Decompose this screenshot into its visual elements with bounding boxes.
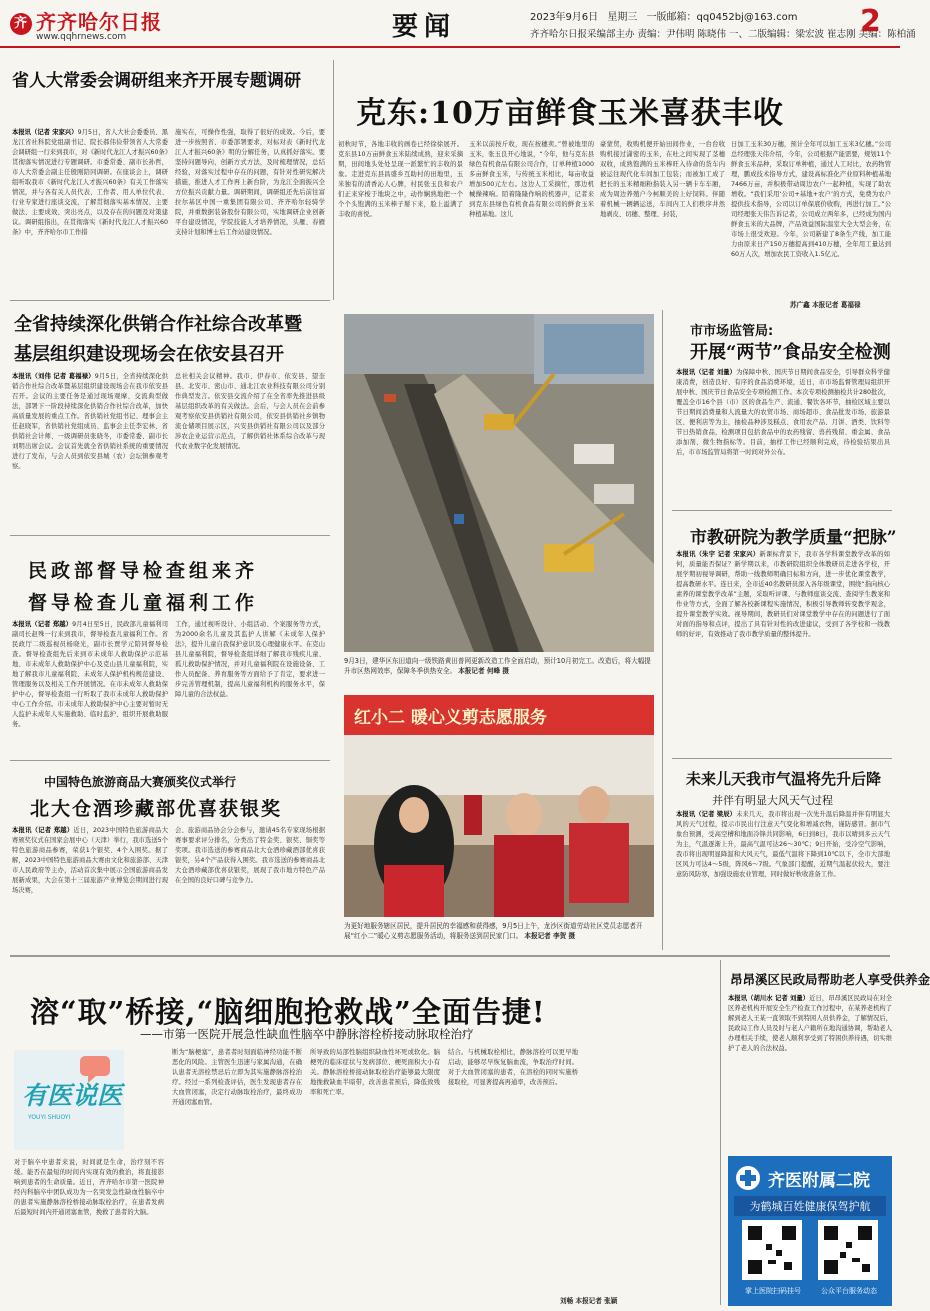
article-body-corn-col3: 豪蒙贸，收购机便开始田间作业，一台台收购机接过潇密的玉米，在吐之间实现了茎穗双收，成熟饱满的玉米棒旺入待命的货车内被运往现代化车间加工包装；而被加工成了把长的玉米精细粉指装入另一辆卡车车厢，成为周边养殖户今柯顺美的上好饲料。伴随着机械一辆辆运送，车间内工人们秩序井然地剥皮、切穗、整理、封装， (600, 141, 725, 218)
section-title: 要闻 (392, 12, 457, 42)
article-subtitle-stroke-treatment: ——市第一医院开展急性缺血性脑卒中静脉溶栓桥接动脉取栓治疗 (140, 1027, 474, 1041)
divider (10, 760, 330, 761)
column-badge (14, 1050, 124, 1150)
article-title-supply-coop-line1: 全省持续深化供销合作社综合改革暨 (14, 314, 302, 335)
editor-line: 齐齐哈尔日报采编部主办 责编：尹伟明 陈晓伟 一、二版编辑：梁宏波 崔志刚 美编：陈柏涌 (530, 29, 916, 40)
photo-caption-volunteer-haircut (344, 921, 656, 951)
article-byline-stroke: 刘畅 本报记者 张颖 (560, 1297, 618, 1305)
issue-weekday: 星期三 (607, 12, 638, 23)
article-lead-npc: 本报讯（记者 宋家兴） (12, 129, 78, 136)
photo-caption-text-1: 9月3日，建华区东田道向一级铁路黄田普网更新改造工作全面启动，预计10月初完工。改造后，将大幅提升市区热网效率，保障冬季供热安全。 (344, 657, 651, 675)
article-text-elder-support: 近日，昂昂溪区民政局在对全区养老机构开展安全生产检查工作过程中，在某养老机构了解到老人王某一直领取不到特困人员供养金，了解情况后，民政局工作人员及时与老人户籍所在地沟通协调，帮助老人办理相关手续，使老人顺利享受到了特困供养待遇，切实维护了老人的合法权益。 (728, 995, 892, 1052)
divider (10, 535, 330, 536)
article-body-stroke-col3: 所导致的局部性脑组织缺血性坏死或软化。脑梗死的临床症状与发病部位、梗死面积大小有关。静脉溶栓桥接动脉取栓治疗能够最大限度地挽救缺血半暗带，改善患者预后，降低致残率和死亡率。 (310, 1049, 440, 1096)
ad-slogan: 为鹤城百姓健康保驾护航 (734, 1196, 886, 1216)
photo-caption-text-2: 为更好地服务辖区居民，提升居民的幸福感和获得感，9月5日上午，龙沙区街道劳动社区党员志愿者开展“红小二”暖心义剪志愿服务活动，将服务送到居民家门口。 (344, 922, 643, 940)
article-lead-teaching-quality: 本报讯（朱宇 记者 宋家兴） (676, 551, 760, 558)
paper-logo (10, 6, 162, 35)
qr-code-public-account[interactable] (818, 1220, 878, 1280)
qr-code-registration[interactable] (742, 1220, 802, 1280)
article-text-supply-coop-1: 9月5日，全省持续深化供销合作社综合改革暨基层组织建设现场会在我市依安县召开。会议的主要任务是通过现场观摩、交流典型做法，部署下一阶段持续深化供销合作社综合改革，加快高质量发展的重点工作。省供销社党组书记、理事会主任赵晓军，省供销社党组成员、监事会主任李宏林、省供销社会计师、一级调研员张晓冬，市委常委、副市长刘明出席会议。会议首先就全省供销社系统的重要情况进行了发布，与会人员到依安县城（农）会坛镇参观考察。 (12, 373, 169, 470)
photo-credit-2: 本报记者 李贺 摄 (524, 932, 576, 940)
article-title-market-supervision-line1: 市市场监管局: (690, 324, 774, 339)
article-body-supply-coop-col2: 总社相关会议精神。我市、伊春市、依安县、望奎县、北安市、密山市、通北江农业科技有限公司分别作典型发言。依安县交流介绍了在全省率先推进县级基层组织改革的有关做法。会后，与会人员在会前参观考察依安县供销社有限公司，依安县供销社乡镇物流仓储项目展示区，兴安县供销社有限公司以及部分涉农企业运营示范点，了解供销社体系综合改革与现代农业数字化发展情况。 (175, 373, 325, 450)
article-body-civil-affairs-col1 (12, 620, 168, 755)
article-text-tourism-1: 近日，2023中国特色旅游商品大赛颁奖仪式在国家会展中心（天津）举行，我市选送5个特色旅游商品参赛，荣获1个银奖、4个入围奖。据了解，2023中国特色旅游商品大赛由文化和旅游部、天津市人民政府等主办，活动首次集中展示全国旅游商品发展新成果，大会在第十三届旅游产业博览会期间进行现场决赛， (12, 827, 168, 894)
article-body-civil-affairs-col2: 工作，通过视听设计、小组活动、个案服务等方式，为2000余名儿童及其监护人讲解《未成年人保护法》，提升儿童自我保护意识及心理健康水平。在克山县儿童福利院，督导检查组详细了解我市残疾儿童、孤儿救助保护情况，并对儿童福利院在设施设备、工作人员配备、养育服务等方面给予了肯定，要求进一步完善管理机制，提高儿童福利机构的服务水平，保障儿童的合法权益。 (175, 621, 325, 698)
page-number: 2 (860, 4, 881, 39)
photo-credit-1: 本报记者 何峰 摄 (458, 667, 509, 675)
divider (720, 960, 721, 1305)
article-title-elder-support: 昂昂溪区民政局帮助老人享受供养金 (730, 972, 930, 987)
article-body-corn-col2: 玉米以前按斤收，现在按穗卖。”曾被地里的玉米，张玉良开心地说，“今年，他与克东县绿色有机食品有限公司合作，订单种植1000多亩鲜食玉米，与传统玉米相比，每亩收益增加500元左右。这边人工采摘忙，那边机械操辣响。陌着隆隆作响的机器声，记者来到克东县绿色有机食品有限公司的鲜食玉米种植基地。这儿 (469, 141, 594, 218)
divider (10, 300, 330, 301)
article-title-weather: 未来儿天我市气温将先升后降 (686, 770, 882, 788)
date-line (530, 8, 797, 23)
divider (333, 60, 334, 300)
divider (672, 510, 892, 511)
article-title-civil-affairs-line2: 督导检查儿童福利工作 (28, 592, 259, 614)
article-byline-corn: 苏广鑫 本报记者 葛福禄 (790, 301, 861, 309)
article-body-stroke-col4: 结合。与机械取栓相比，静脉溶栓可以更早地启动，能够尽早恢复脑血流，争取治疗时间。对于大血管闭塞的患者，在溶栓的同时实施桥接取栓，可显著提高再通率，改善预后。 (448, 1049, 578, 1086)
article-text-corn-4: 日加工玉米30万穗，预计全年可以加工玉米3亿穗。”公司总经理张天伟介绍，今年，公司根据产能需要，规划11个鲜食玉米品种，采取订单种植，通过人工对比，农药物管理，鹏成技术指导方式，建设高标准化产业原料种植基地7466万亩，并积极带动周边农户一起种植，实现了助农增收。 (731, 141, 891, 198)
article-title-teaching-quality: 市教研院为教学质量“把脉” (690, 528, 897, 548)
article-lead-tourism: 本报讯（记者 郑越） (12, 827, 74, 834)
article-body-corn-col4 (731, 140, 891, 285)
article-text-teaching-quality: 新课标背景下，我市各学科课堂教学改革的如何，质量能否保证？新学期以来，市教研院组织全体教研员走进各学校，开展学期初视导调研，帮助一线教师明确目标和方向，进一步优化课堂教学，提高教研水平。连日来，全市近40名教研员深入各年级课堂，围绕“指向核心素养的课堂教学改革”主题，采取听评课、与教师座谈交流、查阅学生教案和作业等方式，全面了解各校新课程实施情况，积极引导教师转变教学观念，提升课堂教学实效。视导期间，教研员们对课堂教学中存在的问题进行了面对面的指导和点评，提出了具有针对性的改进建议，受到了各学校和一线教师的好评，有效推动了我市教学质量的整体提升。 (676, 551, 890, 638)
article-body-tourism-col1 (12, 826, 168, 951)
photo-banner-text: 红小二 暖心义剪志愿服务 (354, 708, 547, 728)
divider (10, 955, 890, 957)
qr-code-icon (746, 1224, 798, 1276)
article-lead-weather: 本报讯（记者 梁辰） (676, 811, 737, 818)
article-subtitle-tourism: 中国特色旅游商品大赛颁奖仪式举行 (44, 775, 237, 789)
article-body-supply-coop-col1 (12, 372, 168, 527)
article-text-corn-4b: “我们采用‘公司+基地+农户’的方式，免费为农户提供技术指导，公司以订单保底价收购，再进行加工。”公司经理张天伟告诉记者，公司成立两年多，已经成为国内鲜食玉米的大品牌，产品效益国际温室大全大型会务，在市场上很受欢迎。今年，公司新建了8条生产线，加工能力由原来日产150万穗提高到410万穗，全年用工量达到60万人次，增加农民工资收入1.5亿元。 (731, 191, 891, 258)
article-text-weather: 未来几天，我市将出现一次先升温后降温并伴有明显大风的天气过程，提示市民出行注意天气变化和增减衣物，谨防感冒。据市气象台预测，受高空槽和地面冷锋共同影响，6日到8日，我市以晴到多云天气为主，气温逐渐上升，最高气温可达26～30℃；9日开始，受冷空气影响，我市将出现明显降温和大风天气，最低气温将下降到10℃以下，全市大部地区风力可达4～5级，阵风6～7级。气象部门提醒，近期气温起伏较大，要注意防风防寒，加强设施农业管理，同时做好秋收准备工作。 (676, 811, 890, 878)
article-body-corn-col1: 初秋时节，各地丰收的画卷已经徐徐展开。克东县10万亩鲜食玉米陆续成熟，迎来采摘期，田间地头处处呈现一派繁忙的丰收的景象。走进克东县昌盛乡互助村的田地里，玉米独有的清香沁人心脾，村民张玉良和农户们正来穿梭于地块之中，动作娴熟地把一个个个头饱满的玉米棒子掰下来，脸上溢满了丰收的喜悦。 (338, 141, 463, 218)
photo-volunteer-haircut (344, 695, 654, 917)
article-body-npc-col2: 施实在，可操作性强，取得了很好的成效。今后，要进一步按照省、市委部署要求，对标对表《新时代龙江人才振兴60条》明的分解任务，认真抓好落实。要坚持问题导向，创新方式方法，及时梳理情况，总结经验，对落实过程中存在的问题，有针对性研究解决措施，推进人才工作再上新台阶，为龙江全面振兴全方位振兴贡献力量。调研期间，调研组还先后前往富拉尔基区中国一重集团有限公司、齐齐哈尔轻骑学院，并重数据装备股份有限公司，实地调研企业创新平台建设情况，学院技能人才培养情况，头雁、春雁支持计划和博士后工作站建设情况。 (175, 129, 325, 236)
article-lead-market-supervision: 本报讯（记者 刘量） (676, 369, 737, 376)
article-body-stroke-col1: 对于脑卒中患者来说，时间就是生命，治疗刻不容缓。能否在最短的时间内实现有效的救治，将直接影响到患者的生命质量。近日，齐齐哈尔市第一医院神经内科脑卒中团队成功为一名突发急性缺血性脑卒中的患者实施静脉溶栓桥接动脉取栓治疗，在患者发病后最短时间内开通闭塞血管，挽救了患者的大脑。 (14, 1159, 164, 1216)
article-title-supply-coop-line2: 基层组织建设现场会在依安县召开 (14, 344, 284, 365)
article-body-market-supervision (676, 368, 890, 506)
qr-label-registration: 掌上医院扫码挂号 (745, 1287, 801, 1295)
divider (672, 758, 892, 759)
hospital-emblem-icon (734, 1164, 762, 1192)
article-title-market-supervision-line2: 开展“两节”食品安全检测 (690, 342, 891, 363)
article-text-npc-1: 9月5日，省人大社会委委员、黑龙江省社科院党组副书记、院长郝伟俭带领省人大常委会调研组一行来到我市，对《新时代龙江人才振兴60条》贯彻落实情况进行专题调研。市委常委、副市长孙哲，市人大常委会副主任殷刚陪同调研。在座谈会上，调研组听取我市《新时代龙江人才振兴60条》有关工作落实情况，并与各有关人员代表、工作者、用人单位代表、行业专家进行座谈交流，了解贯彻落实基本情况、主要做法、主要成效、突出亮点，以及存在的问题及对策建议。调研组指出，在贯彻落实《新时代龙江人才振兴60条》中，齐齐哈尔市工作措 (12, 129, 168, 236)
construction-site-image (344, 314, 654, 652)
article-lead-elder-support: 本报讯（胡川水 记者 刘量） (728, 995, 810, 1002)
issue-date: 2023年9月6日 (530, 12, 599, 23)
article-subtitle-weather: 并伴有明显大风天气过程 (712, 794, 833, 807)
article-title-stroke-treatment: 溶“取”桥接,“脑细胞抢救战”全面告捷! (30, 995, 546, 1029)
column-badge-pinyin: YOUYI SHUOYI (28, 1114, 71, 1121)
article-title-civil-affairs-line1: 民政部督导检查组来齐 (28, 560, 259, 582)
column-badge-title: 有医说医 (22, 1081, 123, 1110)
ad-title: 齐医附属二院 (768, 1171, 870, 1191)
article-title-tourism: 北大仓酒珍藏部优喜获银奖 (30, 798, 283, 820)
article-text-market-supervision: 为保障中秋、国庆节日期间食品安全，引导群众科学健康消费，创造良好、有序的食品消费环境，近日，市市场监督管理局组织开展中秋、国庆节日食品安全专项检测工作。本次专项检测抽检共计280批次，覆盖全市16个县（市）区的食品生产、流通、餐饮各环节，抽检区域主要以节日期间消费量和人流量大的农贸市场、商场超市、食品批发市场、旅游景区、便利店等为主，抽检品种涉及糕点、食用农产品、月饼、酒类、饮料等节日热销食品，检测项目包括食品中的农药残留、兽药残留、重金属、食品添加剂、微生物指标等。目前，抽样工作已经顺利完成，待检验结果出具后，市市场监管局将第一时间对外公布。 (676, 369, 890, 456)
article-body-teaching-quality (676, 550, 890, 754)
article-lead-supply-coop: 本报讯（刘伟 记者 葛福禄） (12, 373, 95, 380)
chat-bubble-icon (78, 1054, 118, 1084)
hospital-advertisement[interactable] (728, 1156, 892, 1306)
article-body-tourism-col2: 会、旅游商品协会分会参与，邀请45名专家现场根据赛事要求评分排名，分类出了特金奖、银奖、铜奖等奖项。我市选送的参赛商品北大仓酒珍藏酒部优喜获银奖，另4个产品获得入围奖。我市选送的参赛商品北大仓酒珍藏部优喜获银奖，展现了我市地方特色产品在全国的良好口碑与竞争力。 (175, 827, 325, 884)
article-title-corn-harvest: 克东:10万亩鲜食玉米喜获丰收 (356, 96, 784, 131)
photo-caption-heating-pipeline (344, 656, 656, 686)
article-body-weather (676, 810, 890, 950)
article-text-civil-affairs-1: 9月4日至5日，民政部儿童福利司副司长赵殊一行来到我市，督导检查儿童福利工作。省民政厅二级巡视员杨晓光，副市长贾学元陪同督导检查。督导检查组先后来到市未成年人救助保护示范基地、市未成年人救助保护中心及克山县儿童福利院，实地了解我市儿童福利院、未成年人保护机构规范建设、管理服务以及相关工作开展情况。在市未成年人救助保护中心，督导检查组一行听取了我市未成年人救助保护中心工作介绍。市未成年人救助保护中心主要对暂时无人监护未成年人实施救助、临时监护、组织开展救助服务。 (12, 621, 168, 728)
site-url[interactable]: www.qqhrnews.com (36, 32, 127, 42)
divider (662, 310, 663, 950)
paper-emblem-icon: 齐 (10, 13, 32, 35)
paper-name: 齐齐哈尔日报 (36, 10, 162, 34)
article-body-stroke-col2: 断为“脑梗塞”，患者者时刻面临神经功能不断恶化的风险。主管医生迅速与家属沟通，在确认患者无溶栓禁忌后立即为其实施静脉溶栓治疗。经过一系列检查评估，医生发现患者存在大血管闭塞，决定行动脉取栓治疗，最终成功开通闭塞血管。 (172, 1049, 302, 1106)
contact-email[interactable]: 一版邮箱：qq0452bj@163.com (646, 12, 798, 23)
photo-heating-pipeline-construction (344, 314, 654, 652)
qr-code-icon (822, 1224, 874, 1276)
article-body-npc-col1 (12, 128, 168, 296)
qr-label-public-account: 公众平台服务动态 (821, 1287, 877, 1295)
volunteer-haircut-image (344, 695, 654, 917)
article-title-npc-survey: 省人大常委会调研组来齐开展专题调研 (12, 71, 301, 91)
article-body-elder-support (728, 994, 892, 1154)
article-lead-civil-affairs: 本报讯（记者 郑越） (12, 621, 73, 628)
